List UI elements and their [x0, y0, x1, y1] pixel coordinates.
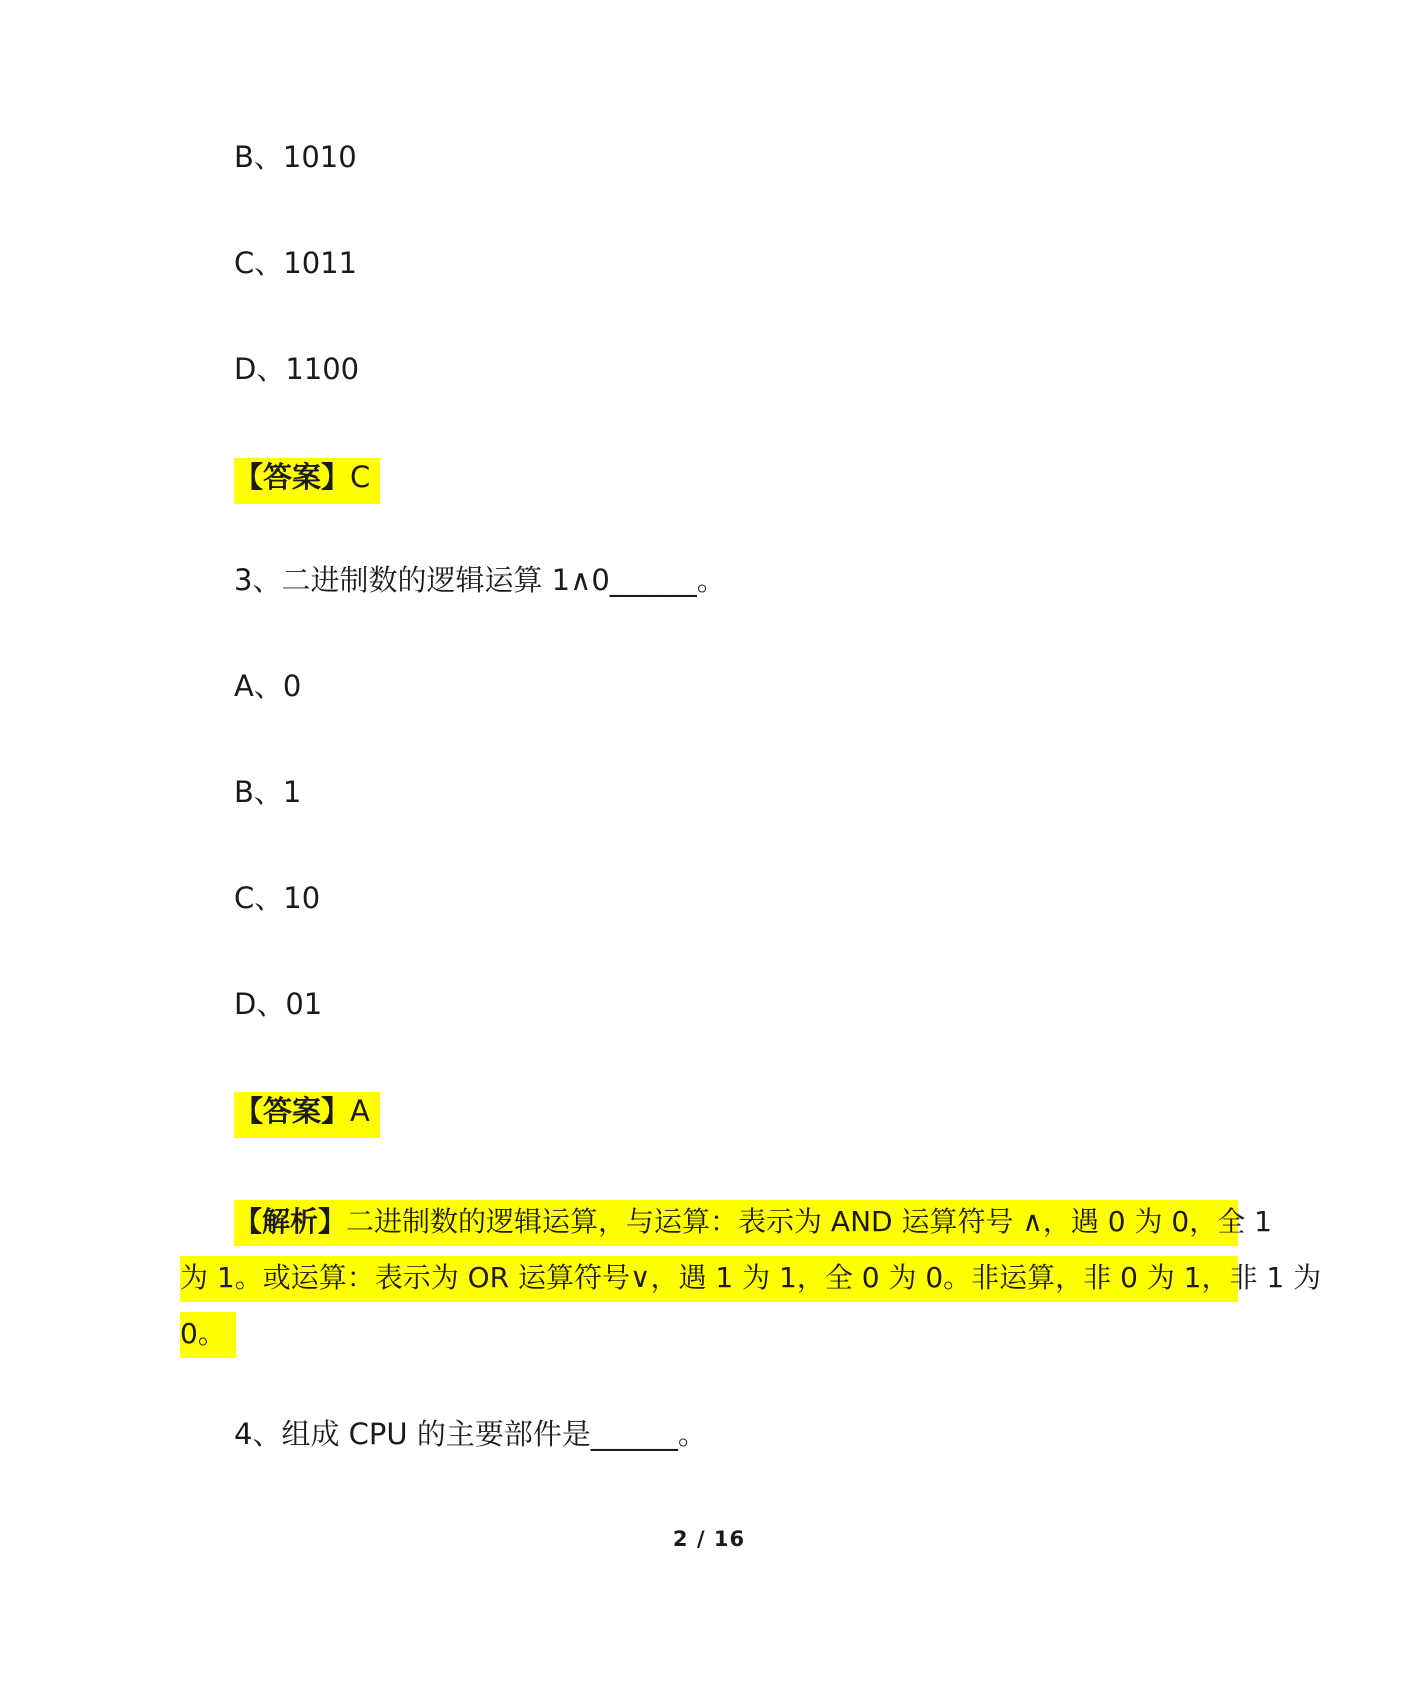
option-a: A、0 — [234, 669, 302, 703]
analysis-line2: 为 1。或运算：表示为 OR 运算符号∨，遇 1 为 1，全 0 为 0。非运算，非 0 为 1，非 1 为 — [180, 1261, 1322, 1294]
answer-box — [234, 1092, 380, 1138]
question-text: 4、组成 CPU 的主要部件是______。 — [234, 1417, 707, 1451]
answer-box — [234, 458, 380, 504]
answer-tag: 【答案】 — [234, 460, 351, 494]
option-b: B、1 — [234, 775, 302, 809]
analysis-text: 二进制数的逻辑运算，与运算：表示为 AND 运算符号 ∧，遇 0 为 0，全 1 — [346, 1205, 1272, 1238]
question-text: 3、二进制数的逻辑运算 1∧0______。 — [234, 563, 726, 597]
page-number: 2 / 16 — [672, 1527, 746, 1551]
analysis-tag: 【解析】 — [234, 1205, 347, 1238]
analysis-line1 — [234, 1203, 1272, 1241]
answer-value: C — [350, 460, 371, 494]
answer-tag: 【答案】 — [234, 1094, 351, 1128]
option-d: D、1100 — [234, 352, 360, 386]
option-c: C、10 — [234, 881, 321, 915]
option-d: D、01 — [234, 987, 323, 1021]
analysis-line3: 0。 — [180, 1317, 226, 1350]
option-b: B、1010 — [234, 140, 357, 174]
answer-value: A — [350, 1094, 370, 1128]
option-c: C、1011 — [234, 246, 358, 280]
